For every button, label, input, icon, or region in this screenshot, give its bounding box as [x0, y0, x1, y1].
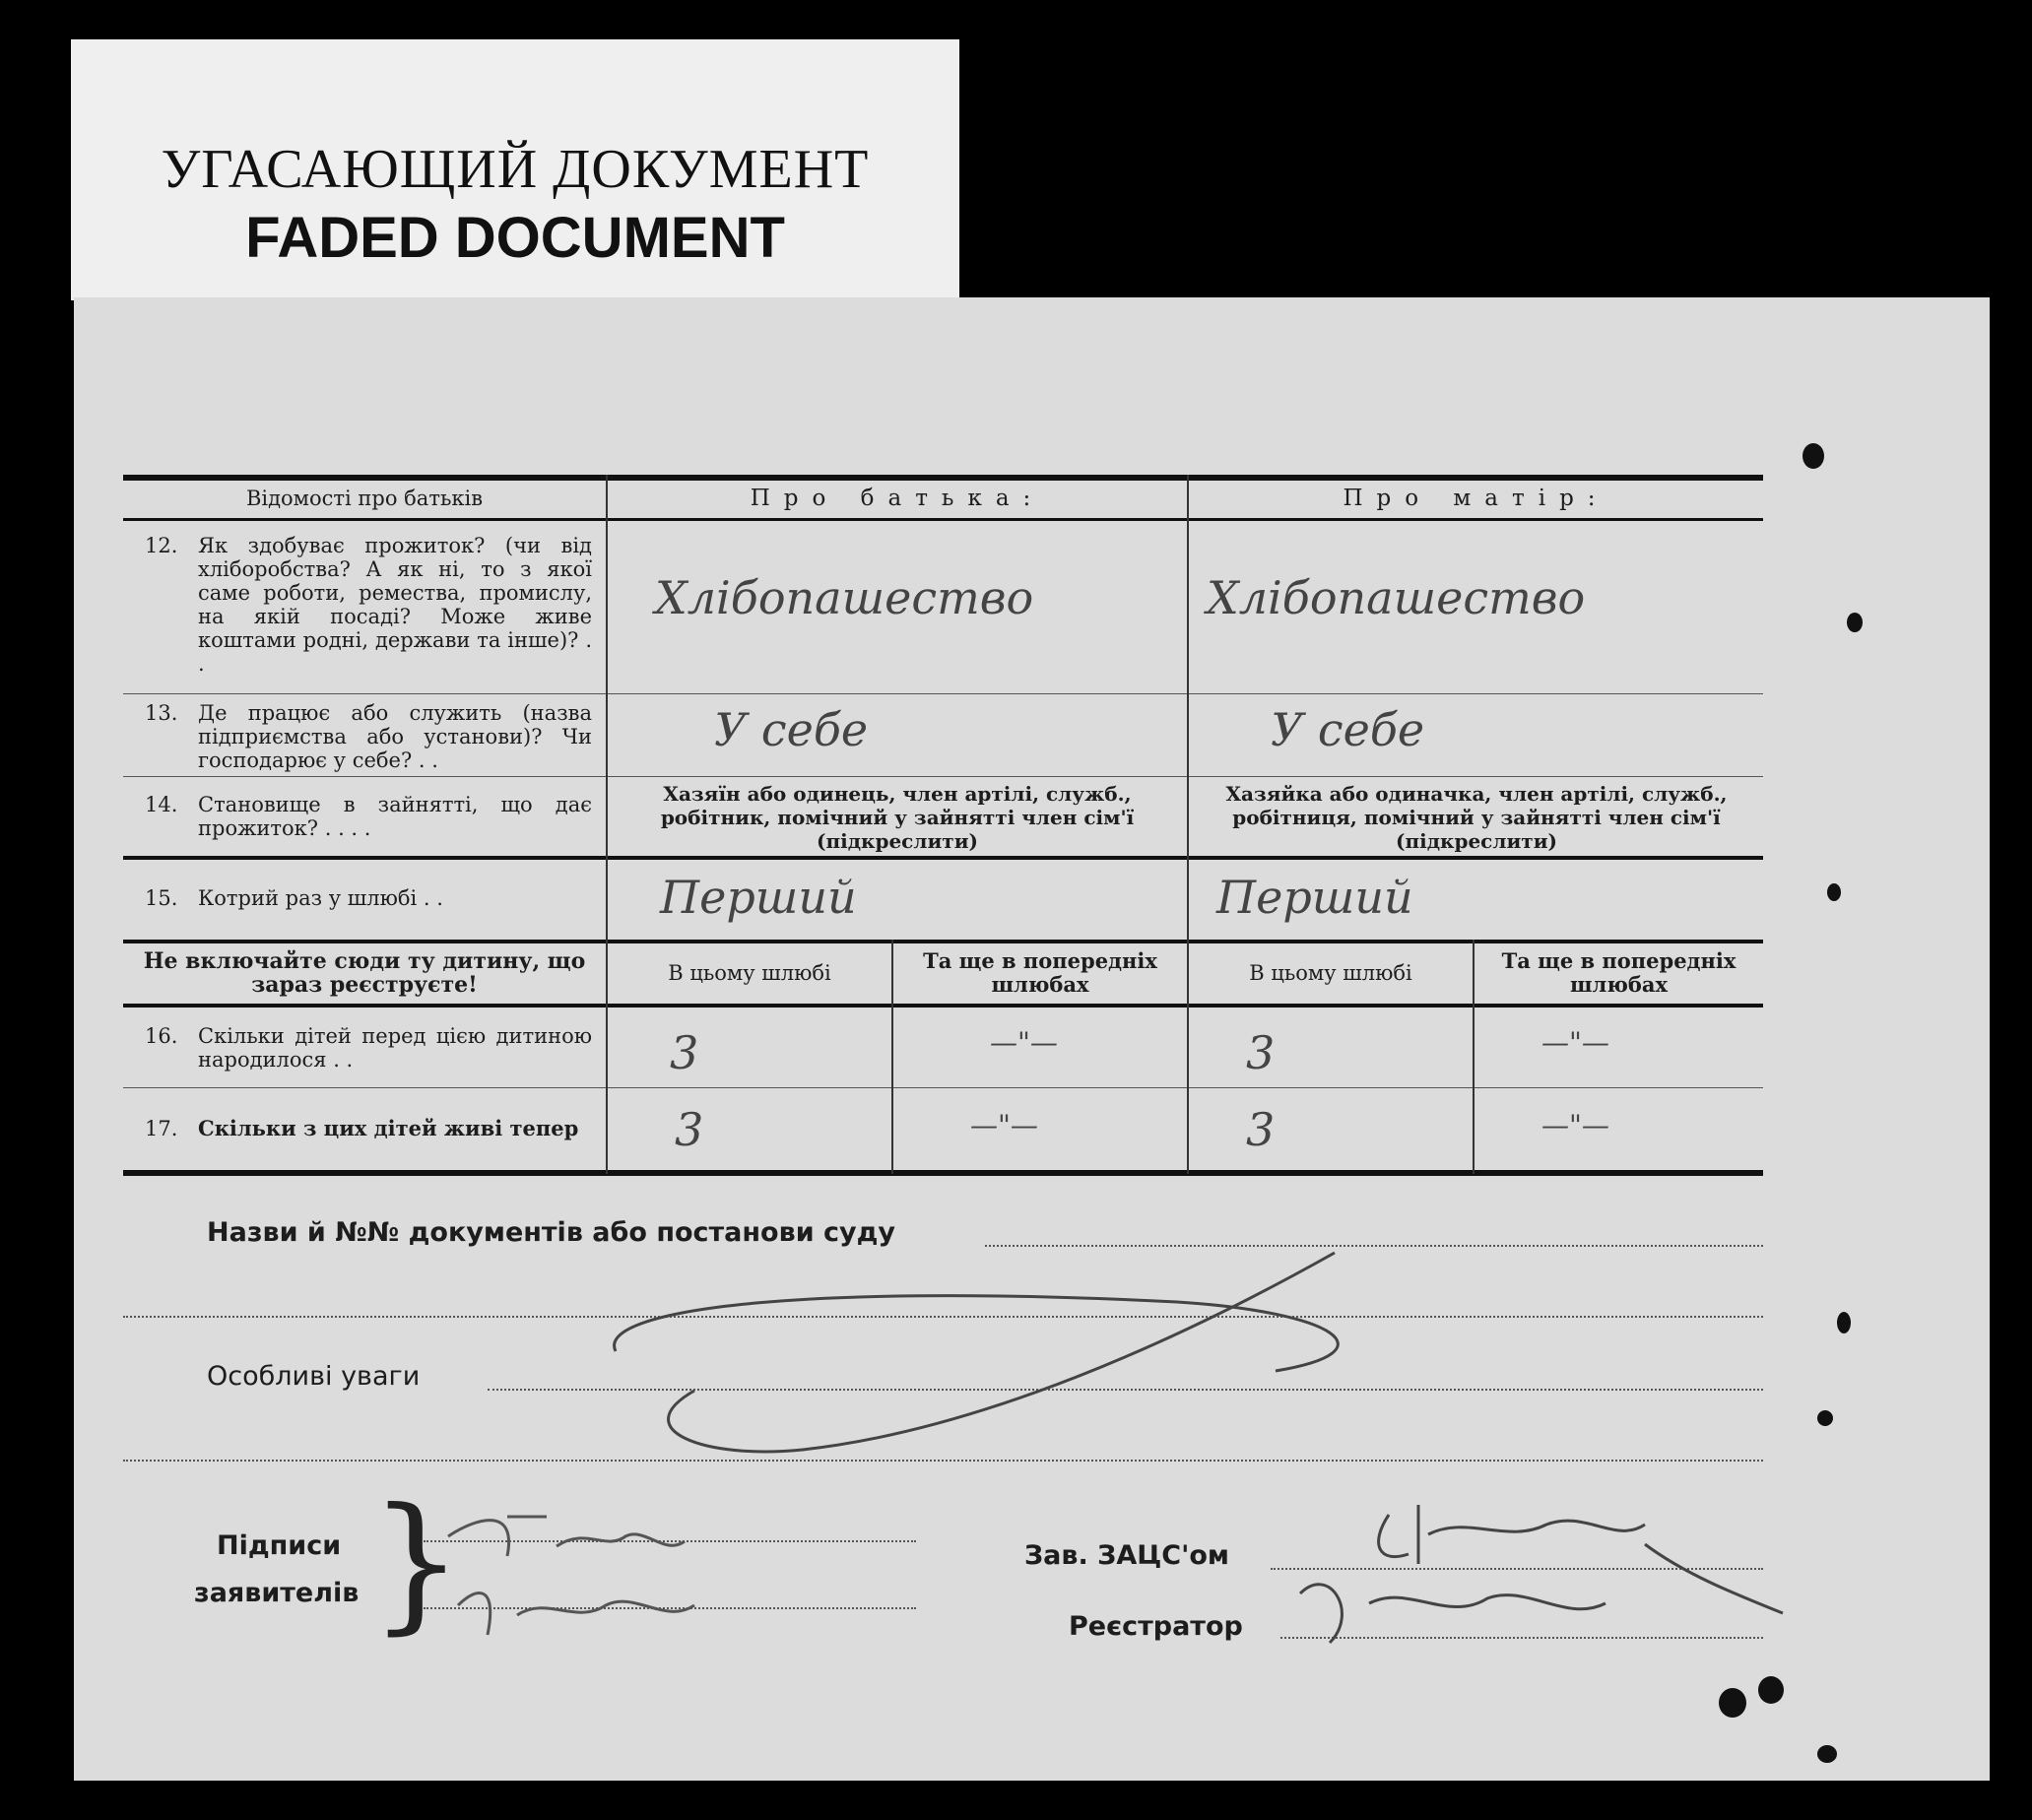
table-bottom-rule — [123, 1170, 1763, 1176]
official-signatures — [1271, 1485, 1822, 1662]
documents-label: Назви й №№ документів або постанови суду — [207, 1217, 896, 1248]
row16-number: 16. — [145, 1024, 178, 1048]
row16-mother-prev-value: —"— — [1541, 1026, 1609, 1059]
row14-mother-options: Хазяйка або одиначка, член артілі, служб., робітниця, помічний у зайнятті член сім'ї (підкреслити) — [1225, 782, 1728, 853]
mother-previous-marriages-header: Та ще в попередніх шлюбах — [1501, 948, 1737, 997]
row17-mother-prev-value: —"— — [1541, 1109, 1609, 1141]
signatures-brace: } — [369, 1477, 464, 1649]
row12-rule — [123, 693, 1763, 694]
row13-mother-value: У себе — [1271, 703, 1425, 756]
row17-label: Скільки з цих дітей живі тепер — [198, 1116, 579, 1140]
row13-father-value: У себе — [714, 703, 869, 756]
row12-mother-value: Хлібопашество — [1207, 571, 1586, 624]
father-this-marriage-header: В цьому шлюбі — [668, 961, 831, 985]
row17-mother-this-value: 3 — [1246, 1103, 1276, 1156]
row13-label: Де працює або служить (назва підприємства або установи)? Чи господарює у себе? . . — [198, 701, 592, 772]
row17-father-this-value: 3 — [675, 1103, 704, 1156]
header-col-father: Про батька: — [750, 486, 1045, 511]
row15-mother-value: Перший — [1216, 871, 1413, 924]
ink-mark — [1719, 1688, 1746, 1718]
row13-rule — [123, 776, 1763, 777]
parents-info-table — [123, 475, 1763, 1174]
column-divider-2 — [1187, 475, 1189, 1174]
row16-father-prev-value: —"— — [990, 1026, 1058, 1059]
applicant-signatures — [438, 1497, 891, 1655]
row14-label: Становище в зайнятті, що дає прожиток? . . . . — [198, 793, 592, 840]
ink-mark — [1803, 443, 1824, 469]
column-divider-1 — [606, 475, 608, 1174]
row16-mother-this-value: 3 — [1246, 1026, 1276, 1079]
row15-top-rule — [123, 856, 1763, 860]
children-top-rule — [123, 940, 1763, 943]
head-of-registry-label: Зав. ЗАЦС'ом — [1024, 1540, 1229, 1571]
row16-label: Скільки дітей перед цією дитиною народилося . . — [198, 1024, 592, 1072]
children-header-rule — [123, 1004, 1763, 1008]
ink-mark — [1758, 1676, 1784, 1704]
faded-document-label — [71, 39, 959, 300]
row12-father-value: Хлібопашество — [655, 571, 1034, 624]
row16-father-this-value: 3 — [670, 1026, 699, 1079]
table-top-rule — [123, 475, 1763, 481]
row15-father-value: Перший — [660, 871, 857, 924]
label-russian: УГАСАЮЩИЙ ДОКУМЕНТ — [161, 139, 870, 200]
row13-number: 13. — [145, 701, 178, 725]
ink-mark — [1817, 1745, 1837, 1763]
row17-number: 17. — [145, 1117, 178, 1140]
label-english: FADED DOCUMENT — [245, 206, 785, 270]
header-col-mother: Про матір: — [1343, 486, 1609, 511]
header-rule — [123, 518, 1763, 521]
header-col-parents: Відомості про батьків — [245, 487, 484, 510]
father-previous-marriages-header: Та ще в попередніх шлюбах — [923, 948, 1157, 997]
ink-mark — [1827, 883, 1841, 901]
row17-father-prev-value: —"— — [970, 1109, 1038, 1141]
ink-mark — [1847, 613, 1863, 632]
row15-number: 15. — [145, 886, 178, 910]
children-note: Не включайте сюди ту дитину, що зараз реєструєте! — [143, 948, 586, 998]
remarks-label: Особливі уваги — [207, 1361, 421, 1392]
signatures-label-line1: Підписи — [217, 1530, 342, 1561]
row16-rule — [123, 1087, 1763, 1088]
registrar-label: Реєстратор — [1069, 1611, 1243, 1642]
mother-this-marriage-header: В цьому шлюбі — [1249, 961, 1412, 985]
row14-number: 14. — [145, 793, 178, 816]
crossed-out-stroke — [586, 1243, 1394, 1479]
row12-number: 12. — [145, 534, 178, 557]
row14-father-options: Хазяїн або одинець, член артілі, служб., робітник, помічний у зайнятті член сім'ї (підкреслити) — [660, 782, 1135, 853]
row15-label: Котрий раз у шлюбі . . — [198, 886, 443, 910]
document-sheet — [74, 297, 1990, 1781]
signatures-label-line2: заявителів — [194, 1578, 360, 1608]
ink-mark — [1837, 1312, 1851, 1333]
ink-mark — [1817, 1410, 1833, 1426]
row12-label: Як здобуває прожиток? (чи від хліборобства? А як ні, то з якої саме роботи, ремества, промислу, на якій посаді? Може живе коштами родні, держави та інше)? . . — [198, 534, 592, 676]
